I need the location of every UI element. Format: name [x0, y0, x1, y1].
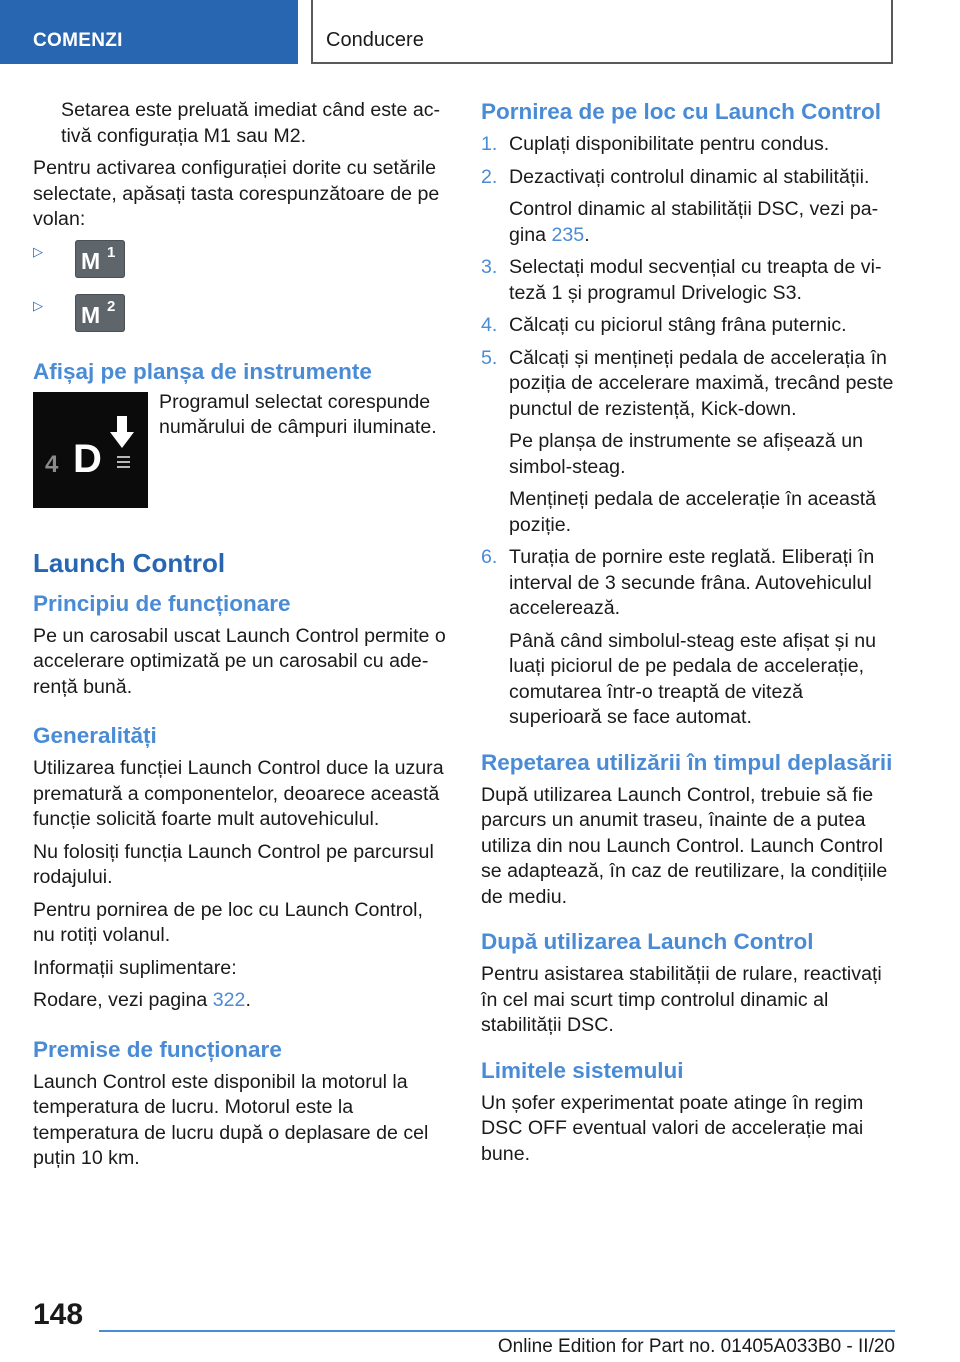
- step-item: [481, 255, 896, 306]
- generalitati-paragraph-2: Nu folosiți funcția Launch Control pe parcursul rodajului.: [33, 840, 434, 888]
- heading-limitele: Limitele sistemului: [481, 1057, 684, 1083]
- bullet-m1: [33, 240, 448, 294]
- m2-letter: M: [81, 301, 101, 328]
- bullet-triangle-icon: ▷: [33, 297, 43, 313]
- cluster-block: [33, 392, 448, 522]
- chapter-tab: [311, 0, 893, 64]
- step-note: Până când simbolul-steag este afișat și nu luați piciorul de pe pedala de accelerație, comutarea într-o treaptă de viteză superioară se face automat.: [509, 629, 877, 728]
- step-item: [481, 313, 896, 339]
- step-number: 6.: [481, 546, 498, 568]
- premise-paragraph: Launch Control este disponibil la motorul la temperatura de lucru. Motorul este la temperatura de lucru după o deplasare de cel puțin 10 km.: [33, 1070, 429, 1169]
- generalitati-paragraph-1: Utilizarea funcției Launch Control duce la uzura prematură a componentelor, deoarece această funcție solicită foarte mult autovehiculul.: [33, 757, 444, 830]
- m1-digit: 1: [107, 243, 116, 261]
- bullet-triangle-icon: ▷: [33, 243, 43, 259]
- limitele-paragraph: Un șofer experimentat poate atinge în regim DSC OFF eventual valori de accelerație mai bune.: [481, 1091, 864, 1165]
- step-note: Mențineți pedala de accelerație în această poziție.: [509, 488, 877, 536]
- rodare-text: Rodare, vezi pagina: [33, 989, 208, 1011]
- generalitati-paragraph-3: Pentru pornirea de pe loc cu Launch Control, nu rotiți volanul.: [33, 898, 423, 946]
- heading-principiu: Principiu de funcționare: [33, 590, 291, 616]
- heading-generalitati: Generalități: [33, 723, 157, 748]
- left-column: [33, 98, 448, 1179]
- dupa-paragraph: Pentru asistarea stabilității de rulare, reactivați în cel mai scurt timp controlul dinamic al stabilității DSC.: [481, 963, 882, 1036]
- footer-edition: Online Edition for Part no. 01405A033B0 - II/20: [497, 1336, 895, 1357]
- instrument-cluster-image: [33, 392, 148, 508]
- repetarea-paragraph: După utilizarea Launch Control, trebuie să fie parcurs un anumit traseu, înainte de a putea utiliza din nou Launch Control. Launch Control se adaptează, în caz de reutilizare, la condițiile de mediu.: [481, 783, 888, 908]
- step-text: Turația de pornire este reglată. Eliberați în interval de 3 secunde frâna. Autovehiculul accelerează.: [509, 546, 875, 619]
- step-note: [509, 197, 896, 248]
- step-text: Cuplați disponibilitate pentru condus.: [509, 133, 830, 155]
- m2-button-icon: [75, 294, 125, 332]
- cluster-gear-number: 4: [45, 450, 59, 478]
- step-item: [481, 545, 896, 731]
- step-text: Selectați modul secvențial cu treapta de viteză 1 și programul Drivelogic S3.: [509, 256, 882, 304]
- step-number: 4.: [481, 314, 498, 336]
- bullet-m2: [33, 294, 448, 348]
- heading-repetarea: Repetarea utilizării în timpul deplasării: [481, 749, 893, 775]
- section-title: COMENZI: [33, 30, 123, 51]
- step-item: [481, 132, 896, 158]
- m1-button-icon: [75, 240, 125, 278]
- step-number: 2.: [481, 165, 498, 188]
- heading-afisaj: Afișaj pe planșa de instrumente: [33, 358, 372, 384]
- page-number: 148: [33, 1298, 84, 1331]
- chapter-title: Conducere: [326, 29, 424, 51]
- section-tab: [0, 0, 298, 64]
- heading-premise: Premise de funcționare: [33, 1036, 282, 1062]
- heading-pornirea: Pornirea de pe loc cu Launch Control: [481, 99, 882, 124]
- generalitati-paragraph-4: Informații suplimentare:: [33, 956, 237, 979]
- heading-launch-control: Launch Control: [33, 547, 226, 578]
- shift-down-arrow-icon: [110, 416, 134, 448]
- step-text: Călcați cu piciorul stâng frâna puternic.: [509, 314, 847, 336]
- right-column: [481, 98, 896, 1174]
- page-link-235[interactable]: 235: [551, 223, 585, 246]
- rodare-period: .: [245, 989, 251, 1011]
- step-number: 5.: [481, 346, 498, 369]
- m1-letter: M: [81, 247, 101, 274]
- step-text: Călcați și mențineți pedala de accelerația în poziția de accelerare maximă, trecând peste punctul de rezistență, Kick-down.: [509, 346, 894, 420]
- step-note: Pe planșa de instrumente se afișează un simbol-steag.: [509, 430, 863, 478]
- afisaj-paragraph: Programul selectat corespunde numărului de câmpuri iluminate.: [159, 390, 437, 438]
- intro-paragraph-1: Setarea este preluată imediat când este activă configurația M1 sau M2.: [61, 99, 441, 147]
- intro-paragraph-2: Pentru activarea configurației dorite cu setările selectate, apăsați tasta corespunzătoare de pe volan:: [33, 157, 440, 230]
- steps-list: [481, 132, 896, 731]
- principiu-paragraph: Pe un carosabil uscat Launch Control permite o accelerare optimizată pe un carosabil cu aderență bună.: [33, 624, 446, 698]
- footer-divider: [99, 1330, 895, 1332]
- step-item: [481, 346, 896, 539]
- step-number: 3.: [481, 256, 498, 278]
- step-item: [481, 165, 896, 249]
- drivelogic-bars-icon: [117, 456, 130, 468]
- dsc-reference-text: Control dinamic al stabilității DSC, vezi pagina: [509, 198, 879, 246]
- m2-digit: 2: [107, 297, 116, 315]
- generalitati-paragraph-5: [33, 988, 448, 1014]
- cluster-mode-letter: D: [73, 436, 102, 481]
- step-number: 1.: [481, 133, 498, 155]
- page-link-322[interactable]: 322: [212, 989, 246, 1011]
- step-text: Dezactivați controlul dinamic al stabilității.: [509, 165, 870, 188]
- dsc-reference-period: .: [584, 223, 590, 246]
- heading-dupa: După utilizarea Launch Control: [481, 929, 814, 954]
